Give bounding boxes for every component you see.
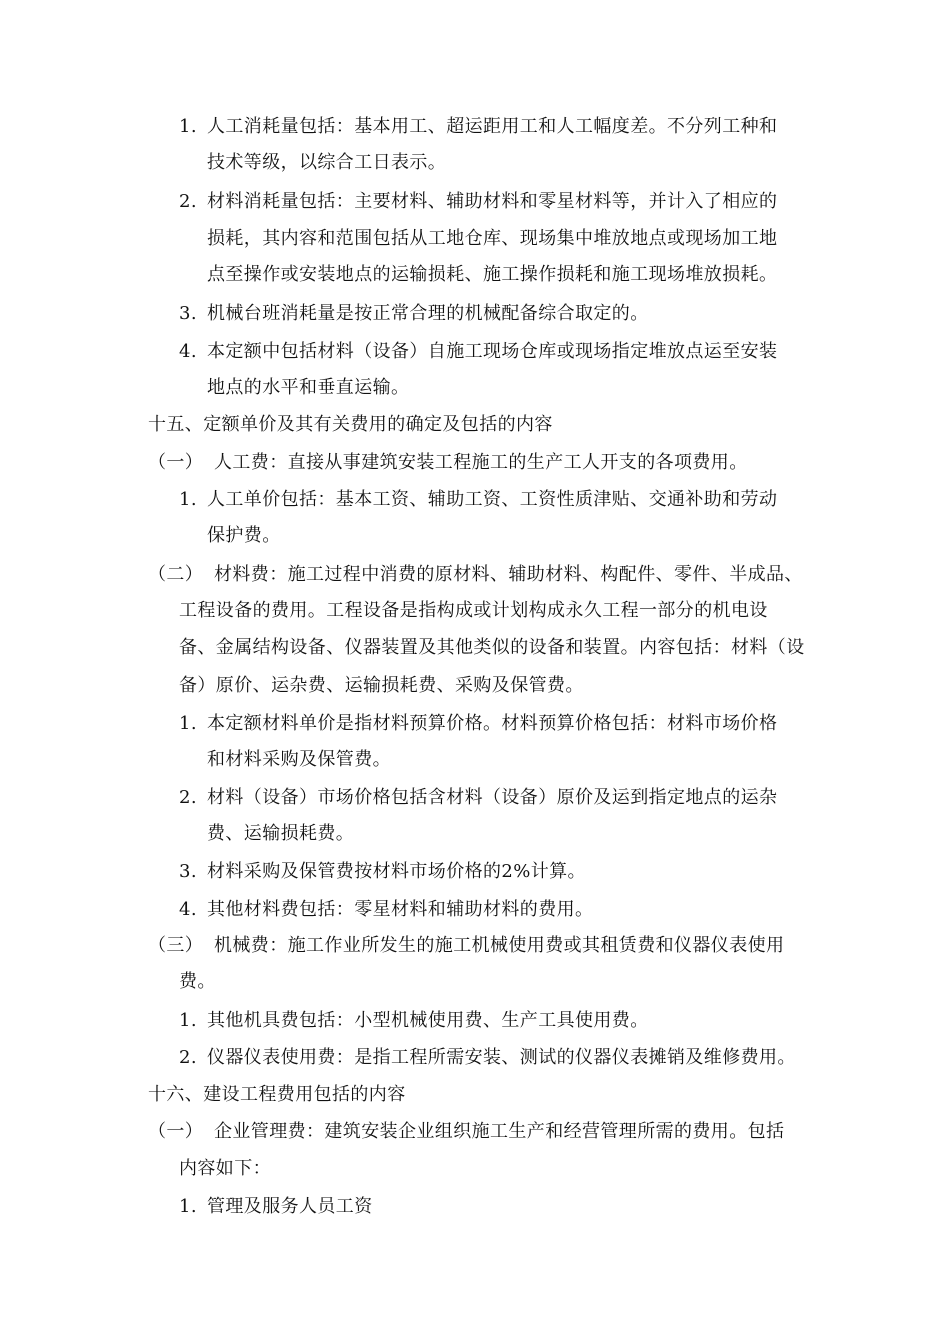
list-item-line xyxy=(179,1046,796,1070)
list-item-line xyxy=(179,712,777,736)
list-item-line xyxy=(179,115,777,139)
list-item-line xyxy=(179,1195,373,1219)
item-number: 4. xyxy=(179,899,197,920)
list-item-continuation: 点至操作或安装地点的运输损耗、施工操作损耗和施工现场堆放损耗。 xyxy=(207,264,778,285)
list-item-line xyxy=(179,340,777,364)
list-item-line xyxy=(179,190,777,214)
item-number: 1. xyxy=(179,489,197,510)
subsection-continuation: 备）原价、运杂费、运输损耗费、采购及保管费。 xyxy=(179,675,584,696)
list-item-line xyxy=(179,786,777,810)
subsection-continuation: 费。 xyxy=(179,971,216,992)
section-heading: 十五、定额单价及其有关费用的确定及包括的内容 xyxy=(148,414,553,435)
item-text: 其他材料费包括：零星材料和辅助材料的费用。 xyxy=(207,899,594,920)
subsection-line xyxy=(148,934,784,958)
item-text: 仪器仪表使用费：是指工程所需安装、测试的仪器仪表摊销及维修费用。 xyxy=(207,1047,796,1068)
subsection-number: （一） xyxy=(148,452,204,473)
item-number: 1. xyxy=(179,1196,197,1217)
subsection-text: 人工费：直接从事建筑安装工程施工的生产工人开支的各项费用。 xyxy=(214,452,748,473)
subsection-continuation: 内容如下： xyxy=(179,1158,271,1179)
section-heading: 十六、建设工程费用包括的内容 xyxy=(148,1084,406,1105)
item-text: 本定额材料单价是指材料预算价格。材料预算价格包括：材料市场价格 xyxy=(207,713,778,734)
item-number: 1. xyxy=(179,1010,197,1031)
subsection-line xyxy=(148,1120,784,1144)
item-number: 1. xyxy=(179,713,197,734)
subsection-number: （二） xyxy=(148,564,204,585)
list-item-line xyxy=(179,302,649,326)
list-item-line xyxy=(179,860,586,884)
list-item-line xyxy=(179,898,593,922)
item-text: 其他机具费包括：小型机械使用费、生产工具使用费。 xyxy=(207,1010,649,1031)
item-text: 材料采购及保管费按材料市场价格的2%计算。 xyxy=(207,861,586,882)
list-item-line xyxy=(179,488,777,512)
subsection-continuation: 备、金属结构设备、仪器装置及其他类似的设备和装置。内容包括：材料（设 xyxy=(179,637,805,658)
item-text: 机械台班消耗量是按正常合理的机械配备综合取定的。 xyxy=(207,303,649,324)
subsection-line xyxy=(148,563,803,587)
item-text: 管理及服务人员工资 xyxy=(207,1196,373,1217)
subsection-continuation: 工程设备的费用。工程设备是指构成或计划构成永久工程一部分的机电设 xyxy=(179,600,768,621)
list-item-continuation: 保护费。 xyxy=(207,525,281,546)
subsection-line xyxy=(148,451,748,475)
list-item-continuation: 技术等级，以综合工日表示。 xyxy=(207,152,447,173)
item-number: 2. xyxy=(179,787,197,808)
item-text: 本定额中包括材料（设备）自施工现场仓库或现场指定堆放点运至安装 xyxy=(207,341,778,362)
item-text: 人工消耗量包括：基本用工、超运距用工和人工幅度差。不分列工种和 xyxy=(207,116,778,137)
subsection-number: （三） xyxy=(148,935,204,956)
item-number: 2. xyxy=(179,191,197,212)
list-item-continuation: 地点的水平和垂直运输。 xyxy=(207,377,410,398)
item-number: 3. xyxy=(179,303,197,324)
item-number: 1. xyxy=(179,116,197,137)
subsection-text: 企业管理费：建筑安装企业组织施工生产和经营管理所需的费用。包括 xyxy=(214,1121,785,1142)
item-text: 材料消耗量包括：主要材料、辅助材料和零星材料等，并计入了相应的 xyxy=(207,191,778,212)
item-text: 人工单价包括：基本工资、辅助工资、工资性质津贴、交通补助和劳动 xyxy=(207,489,778,510)
list-item-continuation: 费、运输损耗费。 xyxy=(207,823,355,844)
list-item-line xyxy=(179,1009,649,1033)
subsection-text: 材料费：施工过程中消费的原材料、辅助材料、构配件、零件、半成品、 xyxy=(214,564,803,585)
item-text: 材料（设备）市场价格包括含材料（设备）原价及运到指定地点的运杂 xyxy=(207,787,778,808)
item-number: 3. xyxy=(179,861,197,882)
item-number: 4. xyxy=(179,341,197,362)
subsection-number: （一） xyxy=(148,1121,204,1142)
list-item-continuation: 和材料采购及保管费。 xyxy=(207,749,391,770)
item-number: 2. xyxy=(179,1047,197,1068)
list-item-continuation: 损耗，其内容和范围包括从工地仓库、现场集中堆放地点或现场加工地 xyxy=(207,228,778,249)
subsection-text: 机械费：施工作业所发生的施工机械使用费或其租赁费和仪器仪表使用 xyxy=(214,935,785,956)
